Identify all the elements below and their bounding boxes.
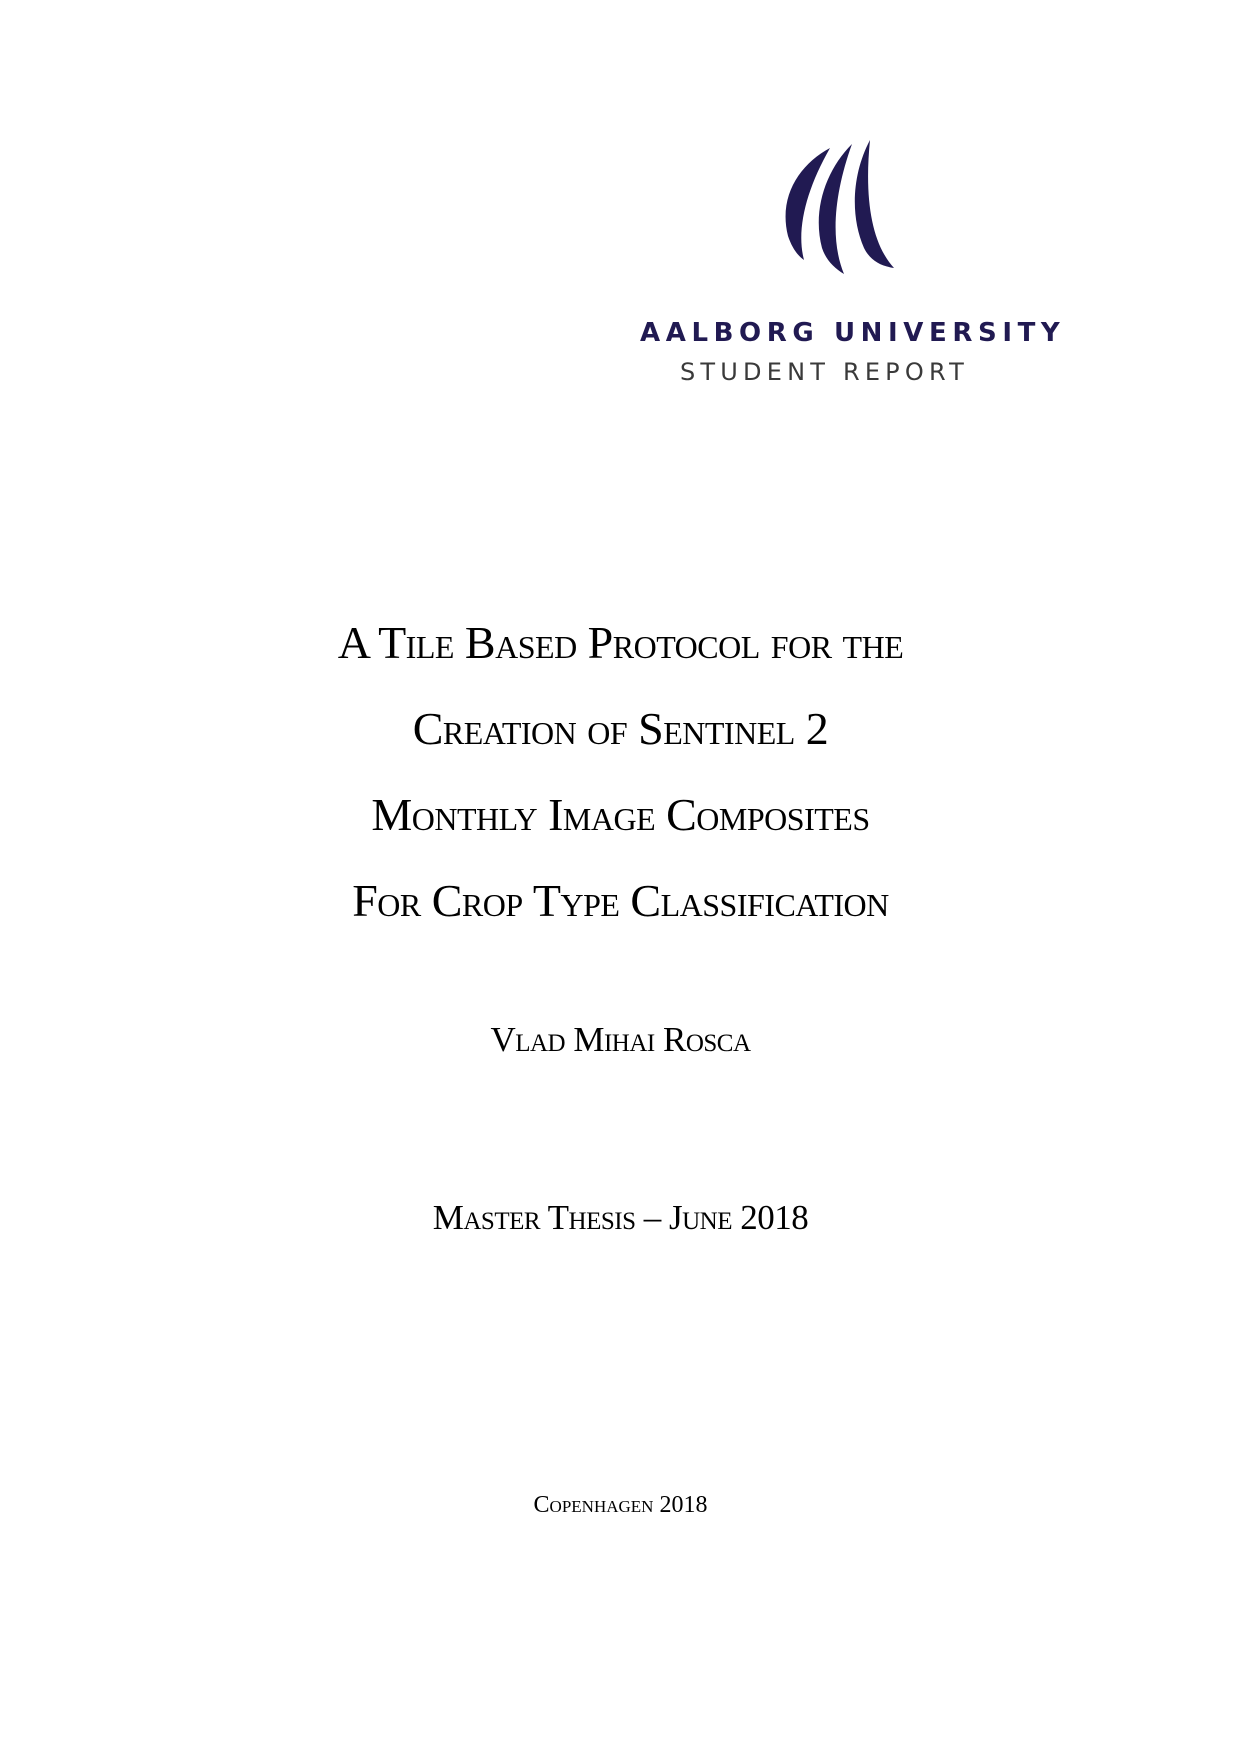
university-logo — [640, 140, 1066, 400]
thesis-title — [0, 600, 1241, 944]
title-line: Monthly Image Composites — [371, 789, 870, 840]
title-line: For Crop Type Classification — [352, 875, 889, 926]
report-type: STUDENT REPORT — [680, 358, 969, 386]
title-line: A Tile Based Protocol for the — [337, 617, 904, 668]
place-date: Copenhagen 2018 — [533, 1492, 708, 1518]
aalborg-wave-icon — [760, 140, 900, 280]
document-type: Master Thesis – June 2018 — [432, 1198, 809, 1237]
university-name: AALBORG UNIVERSITY — [640, 318, 1066, 348]
title-line: Creation of Sentinel 2 — [412, 703, 829, 754]
author-name: Vlad Mihai Rosca — [490, 1020, 751, 1059]
